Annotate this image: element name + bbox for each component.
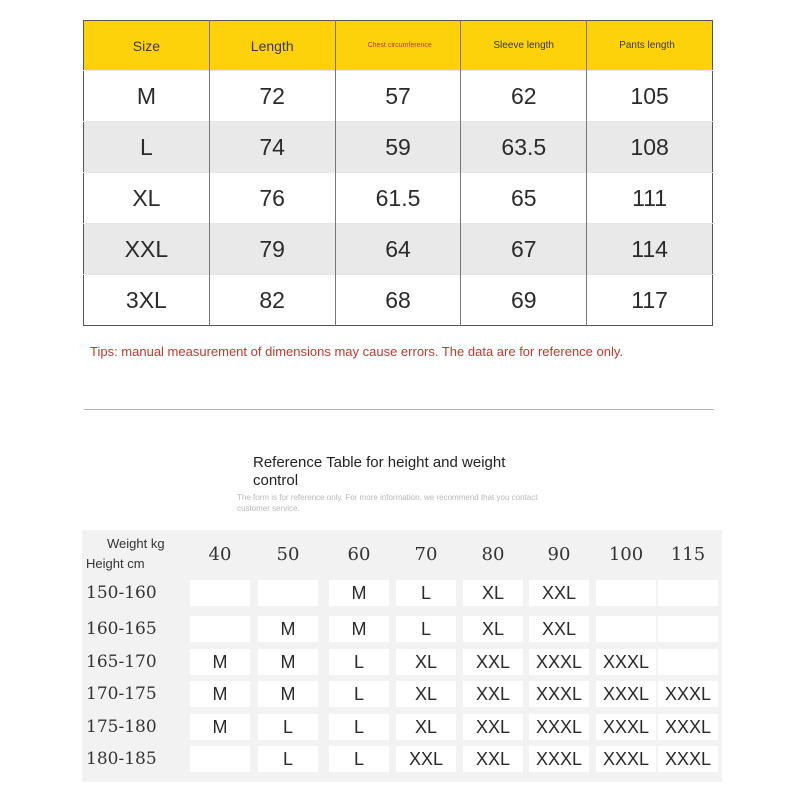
size-recommendation-cell <box>258 580 318 606</box>
measurement-cell: 72 <box>209 71 335 122</box>
size-recommendation-cell: XL <box>396 681 456 707</box>
size-recommendation-cell: XXXL <box>658 681 718 707</box>
size-recommendation-cell: XXL <box>463 714 523 740</box>
tips-note: Tips: manual measurement of dimensions may cause errors. The data are for reference only. <box>90 344 624 359</box>
size-recommendation-cell: XXL <box>396 746 456 772</box>
size-recommendation-cell <box>658 580 718 606</box>
measurement-cell: 76 <box>209 173 335 224</box>
height-row-header: 160-165 <box>86 619 157 639</box>
size-recommendation-cell: XL <box>396 714 456 740</box>
size-recommendation-cell: M <box>258 649 318 675</box>
size-recommendation-cell: M <box>258 616 318 642</box>
size-recommendation-cell: XXXL <box>529 681 589 707</box>
size-recommendation-cell: XL <box>463 616 523 642</box>
size-chart-table <box>83 20 713 326</box>
chest-circumference-header: Chest circumference <box>335 21 461 71</box>
weight-column-header: 60 <box>347 544 371 565</box>
size-cell: M <box>84 71 210 122</box>
measurement-cell: 74 <box>209 122 335 173</box>
size-recommendation-cell: XXL <box>463 649 523 675</box>
size-cell: XXL <box>84 224 210 275</box>
height-row-header: 175-180 <box>86 717 157 737</box>
measurement-cell: 61.5 <box>335 173 461 224</box>
size-row <box>84 224 713 275</box>
size-recommendation-cell: M <box>329 616 389 642</box>
divider <box>84 409 714 410</box>
size-cell: 3XL <box>84 275 210 326</box>
measurement-cell: 59 <box>335 122 461 173</box>
size-recommendation-cell: XXL <box>463 746 523 772</box>
size-recommendation-cell: XXXL <box>596 714 656 740</box>
sleeve-length-header: Sleeve length <box>461 21 587 71</box>
size-recommendation-cell: XL <box>463 580 523 606</box>
size-recommendation-cell: XXXL <box>529 746 589 772</box>
size-recommendation-cell: L <box>329 681 389 707</box>
height-axis-label: Height cm <box>86 556 145 571</box>
height-row-header: 165-170 <box>86 652 157 672</box>
size-row <box>84 275 713 326</box>
measurement-cell: 64 <box>335 224 461 275</box>
size-recommendation-cell: L <box>396 616 456 642</box>
size-recommendation-cell: XXXL <box>529 714 589 740</box>
size-recommendation-cell <box>596 580 656 606</box>
size-recommendation-cell: M <box>329 580 389 606</box>
size-header: Size <box>84 21 210 71</box>
size-recommendation-cell: XXXL <box>658 746 718 772</box>
size-cell: L <box>84 122 210 173</box>
weight-column-header: 90 <box>547 544 571 565</box>
measurement-cell: 57 <box>335 71 461 122</box>
size-recommendation-cell: XXL <box>529 616 589 642</box>
size-recommendation-cell: XXXL <box>596 681 656 707</box>
size-row <box>84 122 713 173</box>
measurement-cell: 111 <box>587 173 713 224</box>
measurement-cell: 65 <box>461 173 587 224</box>
size-recommendation-cell: XL <box>396 649 456 675</box>
measurement-cell: 117 <box>587 275 713 326</box>
size-recommendation-cell: XXXL <box>596 649 656 675</box>
size-row <box>84 71 713 122</box>
size-recommendation-cell <box>658 649 718 675</box>
size-recommendation-cell: L <box>329 649 389 675</box>
weight-column-header: 115 <box>670 544 706 565</box>
size-recommendation-cell <box>190 580 250 606</box>
size-row <box>84 173 713 224</box>
size-recommendation-cell: M <box>190 681 250 707</box>
weight-column-header: 100 <box>608 544 644 565</box>
weight-column-header: 50 <box>276 544 300 565</box>
size-recommendation-cell: XXXL <box>658 714 718 740</box>
measurement-cell: 63.5 <box>461 122 587 173</box>
size-recommendation-cell: L <box>329 746 389 772</box>
size-chart-header-row <box>84 21 713 71</box>
weight-axis-label: Weight kg <box>107 536 165 551</box>
size-recommendation-cell: XXXL <box>529 649 589 675</box>
size-recommendation-cell: M <box>258 681 318 707</box>
size-recommendation-cell: M <box>190 714 250 740</box>
size-recommendation-cell <box>658 616 718 642</box>
size-cell: XL <box>84 173 210 224</box>
measurement-cell: 108 <box>587 122 713 173</box>
weight-column-header: 70 <box>414 544 438 565</box>
size-recommendation-cell: L <box>258 746 318 772</box>
size-recommendation-cell: L <box>396 580 456 606</box>
length-header: Length <box>209 21 335 71</box>
measurement-cell: 79 <box>209 224 335 275</box>
height-row-header: 170-175 <box>86 684 157 704</box>
size-recommendation-cell: L <box>329 714 389 740</box>
size-recommendation-cell: XXL <box>529 580 589 606</box>
size-recommendation-cell <box>596 616 656 642</box>
measurement-cell: 105 <box>587 71 713 122</box>
weight-column-header: 80 <box>481 544 505 565</box>
measurement-cell: 62 <box>461 71 587 122</box>
height-row-header: 150-160 <box>86 583 157 603</box>
pants-length-header: Pants length <box>587 21 713 71</box>
weight-column-header: 40 <box>208 544 232 565</box>
height-row-header: 180-185 <box>86 749 157 769</box>
reference-table-note: The form is for reference only. For more information, we recommend that you contact customer service. <box>237 493 538 513</box>
size-recommendation-cell: L <box>258 714 318 740</box>
measurement-cell: 114 <box>587 224 713 275</box>
size-recommendation-cell: M <box>190 649 250 675</box>
size-recommendation-cell: XXXL <box>596 746 656 772</box>
measurement-cell: 82 <box>209 275 335 326</box>
measurement-cell: 68 <box>335 275 461 326</box>
size-recommendation-cell <box>190 616 250 642</box>
reference-table-title: Reference Table for height and weight control <box>253 454 506 489</box>
measurement-cell: 67 <box>461 224 587 275</box>
measurement-cell: 69 <box>461 275 587 326</box>
size-recommendation-cell <box>190 746 250 772</box>
size-recommendation-cell: XXL <box>463 681 523 707</box>
